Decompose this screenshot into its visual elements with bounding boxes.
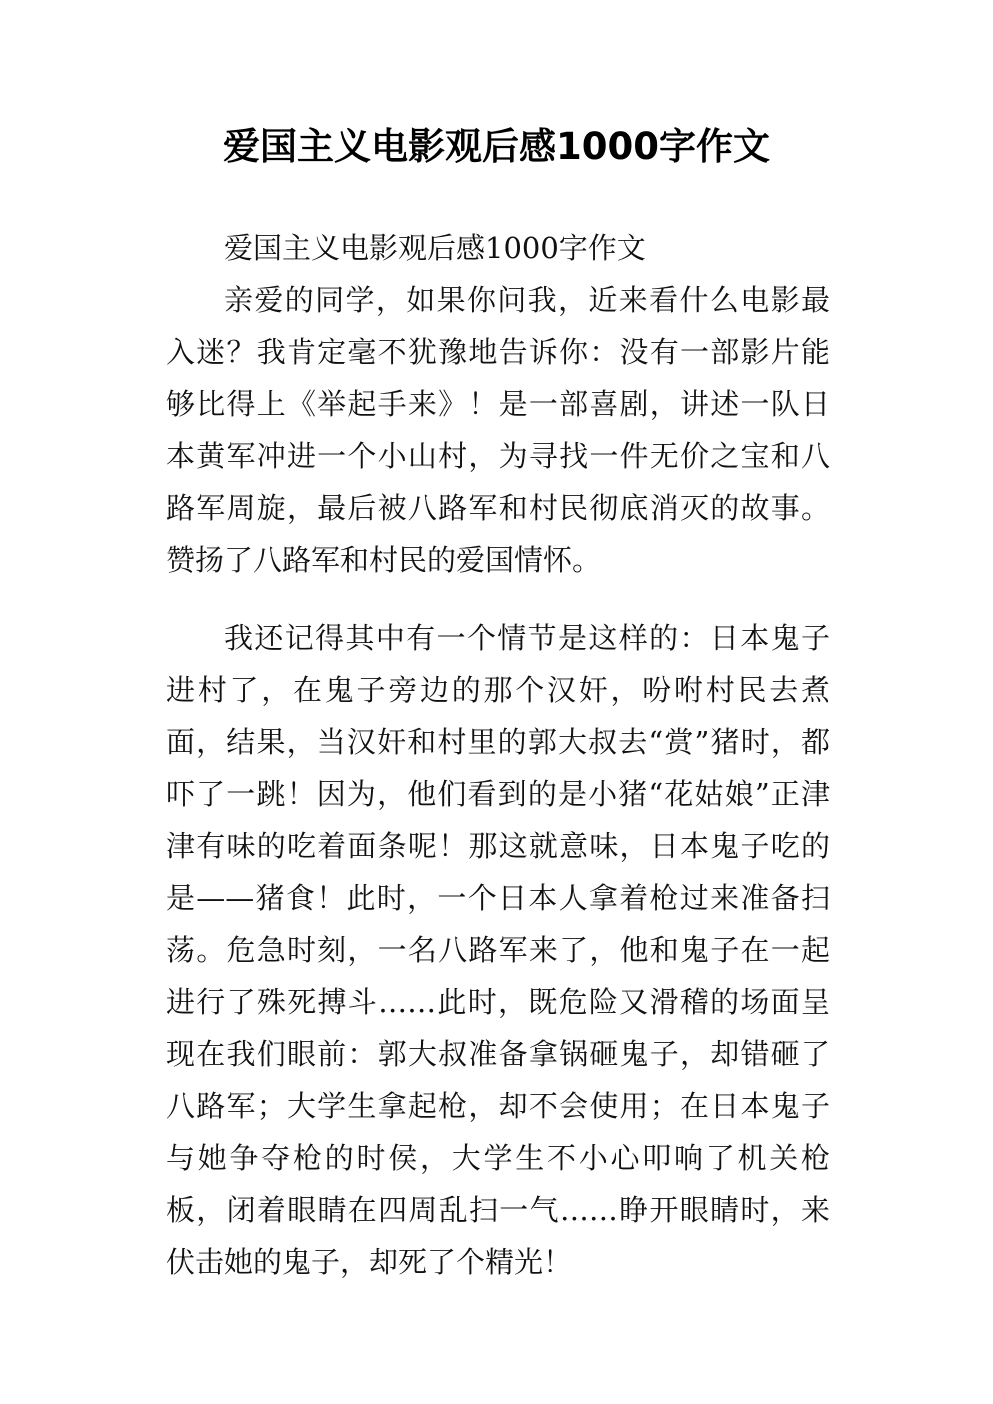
paragraph-subtitle: 爱国主义电影观后感1000字作文 — [224, 231, 646, 265]
document-body — [166, 222, 830, 1288]
paragraph-intro: 亲爱的同学，如果你问我，近来看什么电影最入迷？我肯定毫不犹豫地告诉你：没有一部影片能够比得上《举起手来》！是一部喜剧，讲述一队日本黄军冲进一个小山村，为寻找一件无价之宝和八路军周旋，最后被八路军和村民彻底消灭的故事。赞扬了八路军和村民的爱国情怀。 — [166, 283, 830, 577]
document-title: 爱国主义电影观后感1000字作文 — [223, 125, 770, 168]
paragraph-scene: 我还记得其中有一个情节是这样的：日本鬼子进村了，在鬼子旁边的那个汉奸，吩咐村民去煮面，结果，当汉奸和村里的郭大叔去“赏”猪时，都吓了一跳！因为，他们看到的是小猪“花姑娘”正津津有味的吃着面条呢！那这就意味，日本鬼子吃的是——猪食！此时，一个日本人拿着枪过来准备扫荡。危急时刻，一名八路军来了，他和鬼子在一起进行了殊死搏斗……此时，既危险又滑稽的场面呈现在我们眼前：郭大叔准备拿锅砸鬼子，却错砸了八路军；大学生拿起枪，却不会使用；在日本鬼子与她争夺枪的时侯，大学生不小心叩响了机关枪板，闭着眼睛在四周乱扫一气……睁开眼睛时，来伏击她的鬼子，却死了个精光！ — [166, 621, 830, 1279]
